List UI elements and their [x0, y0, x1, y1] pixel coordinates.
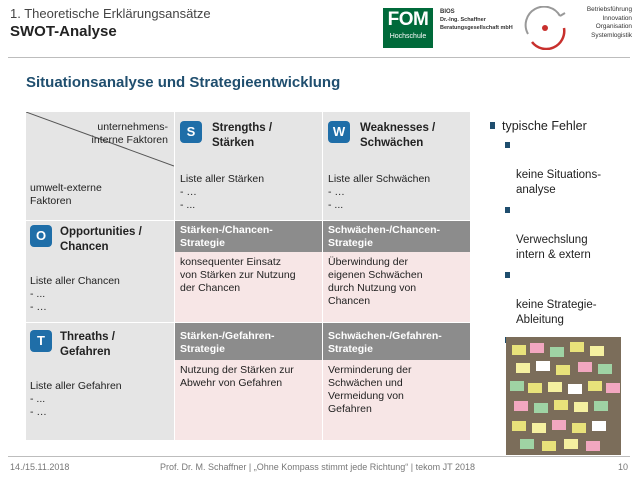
matrix-corner-cell	[26, 112, 174, 220]
grid-line	[26, 322, 470, 323]
bios-acronym: BIOS	[440, 9, 455, 15]
sticky-note	[564, 439, 578, 449]
sticky-note	[550, 347, 564, 357]
fom-logo-text: FOM	[387, 9, 429, 30]
sticky-note	[536, 361, 550, 371]
fom-logo	[383, 8, 433, 48]
sticky-note	[512, 345, 526, 355]
sticky-note	[548, 382, 562, 392]
sticky-note	[532, 423, 546, 433]
sticky-note	[598, 364, 612, 374]
bios-logo-text	[440, 8, 513, 32]
sticky-note	[552, 420, 566, 430]
weaknesses-cell	[322, 112, 470, 220]
grid-line	[322, 112, 323, 440]
strengths-title: Strengths / Stärken	[212, 122, 273, 149]
sticky-note	[572, 423, 586, 433]
bullet-square-icon	[505, 207, 510, 213]
sticky-note	[512, 421, 526, 431]
header-divider	[8, 57, 630, 58]
corner-label-external: umwelt-externe Faktoren	[30, 182, 102, 207]
bios-keyword: Systemlogistik	[591, 31, 632, 39]
bullet-square-icon	[505, 142, 510, 148]
wo-strategy-header: Schwächen-/Chancen- Strategie	[322, 220, 470, 252]
threats-list: Liste aller Gefahren - ... - …	[30, 380, 122, 418]
slide-title: SWOT-Analyse	[10, 23, 117, 40]
sticky-note	[570, 342, 584, 352]
sticky-note	[510, 381, 524, 391]
page-number: 10	[618, 462, 629, 472]
bullet-square-icon	[505, 272, 510, 278]
weaknesses-badge: W	[328, 121, 350, 143]
so-strategy-header: Stärken-/Chancen- Strategie	[174, 220, 322, 252]
sticky-note	[588, 381, 602, 391]
st-strategy-text: Nutzung der Stärken zur Abwehr von Gefahren	[174, 360, 322, 440]
wt-strategy-text: Verminderung der Schwächen und Vermeidung von Gefahren	[322, 360, 470, 440]
sticky-notes-photo	[506, 337, 621, 455]
opportunities-list: Liste aller Chancen - ... - …	[30, 275, 120, 313]
sticky-note	[586, 441, 600, 451]
strengths-list: Liste aller Stärken - … - ...	[180, 173, 265, 211]
bios-keyword: Innovation	[602, 14, 632, 22]
sticky-note	[574, 402, 588, 412]
slide-subtitle: Situationsanalyse und Strategieentwicklung	[26, 74, 341, 91]
bios-circle-logo-icon	[520, 6, 570, 50]
sticky-note	[542, 441, 556, 451]
section-kicker: 1. Theoretische Erklärungsansätze	[10, 6, 211, 21]
sticky-note	[554, 400, 568, 410]
bullet-item-text: keine Situations- analyse	[516, 169, 602, 196]
sticky-note	[556, 365, 570, 375]
sticky-note	[578, 362, 592, 372]
bullet-item	[490, 138, 630, 198]
footer-center-text: Prof. Dr. M. Schaffner | „Ohne Kompass stimmt jede Richtung“ | tekom JT 2018	[160, 462, 475, 472]
bullet-item-text: Verwechslung intern & extern	[516, 234, 591, 261]
weaknesses-title: Weaknesses / Schwächen	[360, 122, 436, 149]
bios-keyword: Organisation	[595, 23, 632, 30]
bullet-item	[490, 268, 630, 328]
grid-line	[174, 112, 175, 440]
swot-matrix	[26, 112, 470, 440]
st-strategy-header: Stärken-/Gefahren- Strategie	[174, 322, 322, 360]
sticky-note	[514, 401, 528, 411]
wt-strategy-header: Schwächen-/Gefahren- Strategie	[322, 322, 470, 360]
sticky-note	[568, 384, 582, 394]
bullet-main	[490, 118, 630, 134]
strengths-cell	[174, 112, 322, 220]
so-strategy-text: konsequenter Einsatz von Stärken zur Nutzung der Chancen	[174, 252, 322, 322]
sticky-note	[528, 383, 542, 393]
bios-keyword: Betriebsführung	[586, 6, 632, 13]
wo-strategy-text: Überwindung der eigenen Schwächen durch Nutzung von Chancen	[322, 252, 470, 322]
bios-line-1: Dr.-Ing. Schaffner	[440, 17, 486, 23]
opportunities-cell	[26, 220, 174, 322]
footer-divider	[8, 456, 630, 457]
threats-badge: T	[30, 330, 52, 352]
sticky-note	[520, 439, 534, 449]
corner-label-internal: unternehmens- interne Faktoren	[91, 121, 168, 146]
opportunities-badge: O	[30, 225, 52, 247]
fom-logo-subtext: Hochschule	[389, 33, 427, 40]
footer-date: 14./15.11.2018	[10, 462, 70, 472]
bullet-square-icon	[490, 122, 495, 129]
bullet-item	[490, 203, 630, 263]
grid-line	[26, 220, 470, 221]
opportunities-title: Opportunities / Chancen	[60, 226, 142, 253]
sticky-note	[590, 346, 604, 356]
threats-title: Threaths / Gefahren	[60, 331, 115, 358]
sticky-note	[594, 401, 608, 411]
sticky-note	[534, 403, 548, 413]
threats-cell	[26, 322, 174, 440]
bios-keywords	[576, 6, 632, 40]
sticky-note	[606, 383, 620, 393]
bullet-main-text: typische Fehler	[502, 119, 587, 133]
sticky-note	[592, 421, 606, 431]
sticky-note	[516, 363, 530, 373]
sticky-note	[530, 343, 544, 353]
bullet-item-text: keine Strategie- Ableitung	[516, 299, 597, 326]
strengths-badge: S	[180, 121, 202, 143]
bios-line-2: Beratungsgesellschaft mbH	[440, 25, 513, 31]
weaknesses-list: Liste aller Schwächen - … - ...	[328, 173, 431, 211]
